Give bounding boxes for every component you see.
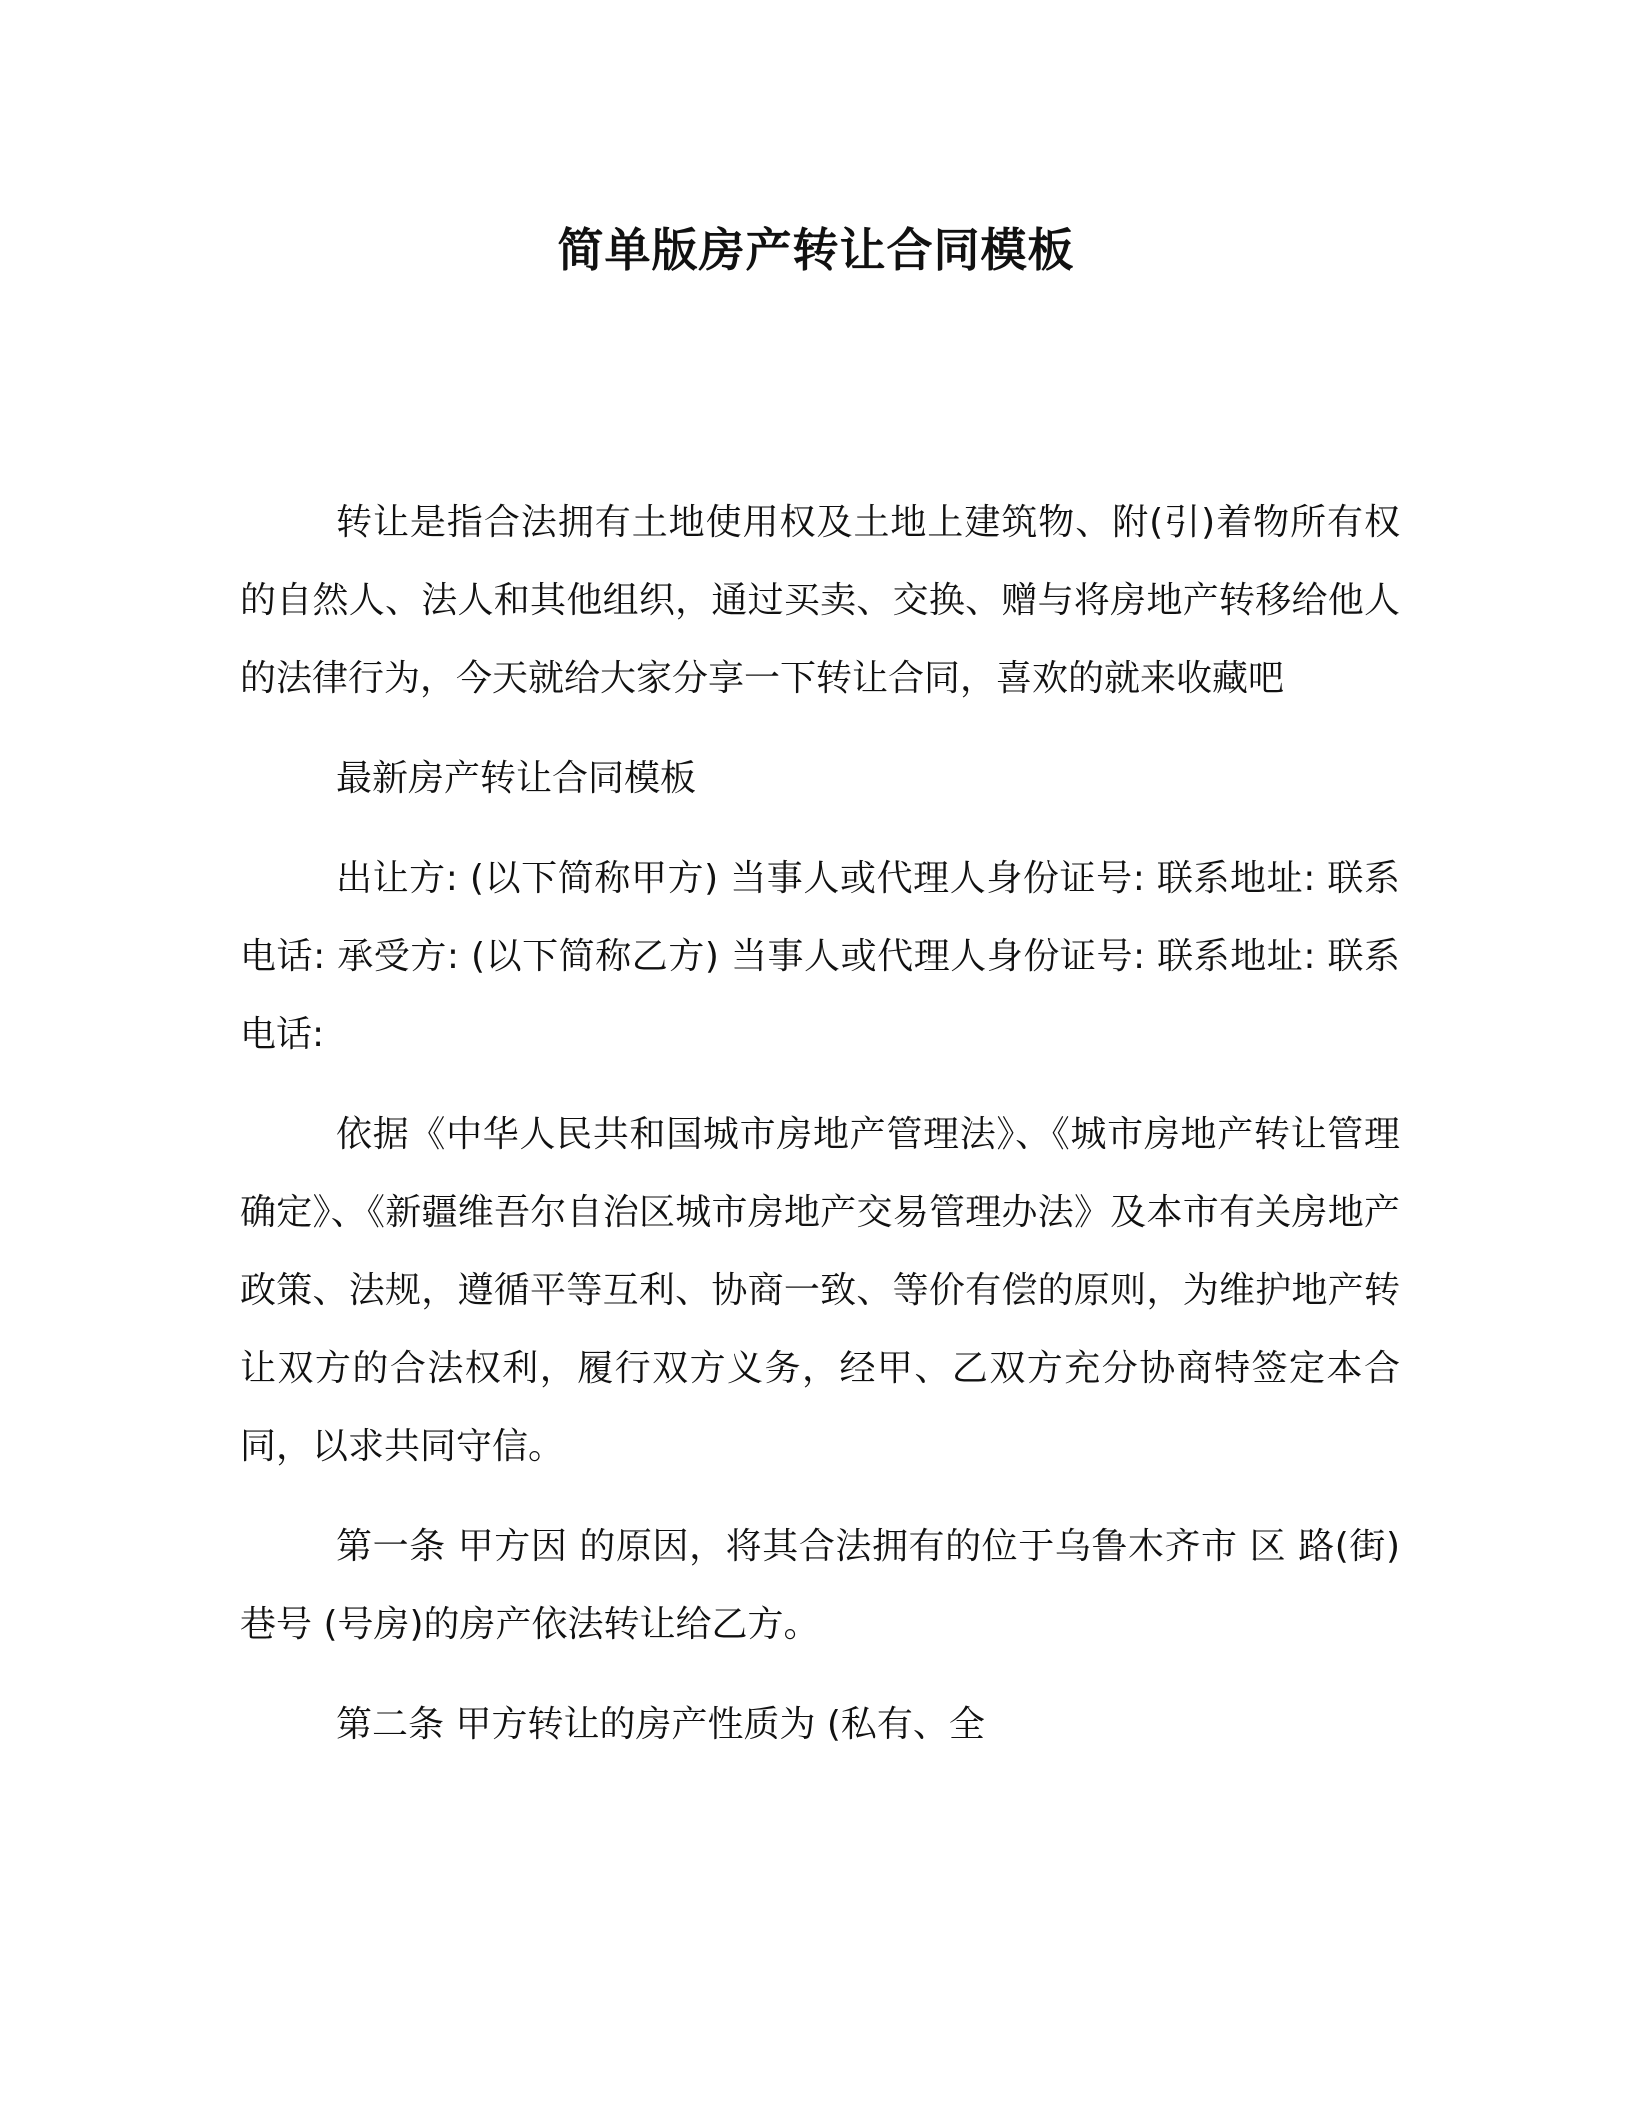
- article-one-paragraph: 第一条 甲方因 的原因，将其合法拥有的位于乌鲁木齐市 区 路(街) 巷号 (号房)的房产依法转让给乙方。: [240, 1526, 1400, 1645]
- intro-paragraph: 转让是指合法拥有土地使用权及土地上建筑物、附(引)着物所有权的自然人、法人和其他组织，通过买卖、交换、赠与将房地产转移给他人的法律行为，今天就给大家分享一下转让合同，喜欢的就来收藏吧: [240, 502, 1400, 699]
- document-body: [240, 484, 1400, 1786]
- section-heading: 最新房产转让合同模板: [336, 758, 697, 799]
- article-two-paragraph: 第二条 甲方转让的房产性质为 (私有、全: [336, 1704, 985, 1745]
- legal-basis-paragraph: 依据《中华人民共和国城市房地产管理法》、《城市房地产转让管理确定》、《新疆维吾尔自治区城市房地产交易管理办法》及本市有关房地产政策、法规，遵循平等互利、协商一致、等价有偿的原则，为维护地产转让双方的合法权利，履行双方义务，经甲、乙双方充分协商特签定本合同，以求共同守信。: [240, 1114, 1400, 1467]
- document-title: 简单版房产转让合同模板: [557, 223, 1075, 277]
- parties-paragraph: 出让方: (以下简称甲方) 当事人或代理人身份证号: 联系地址: 联系电话: 承受方: (以下简称乙方) 当事人或代理人身份证号: 联系地址: 联系电话:: [240, 858, 1400, 1055]
